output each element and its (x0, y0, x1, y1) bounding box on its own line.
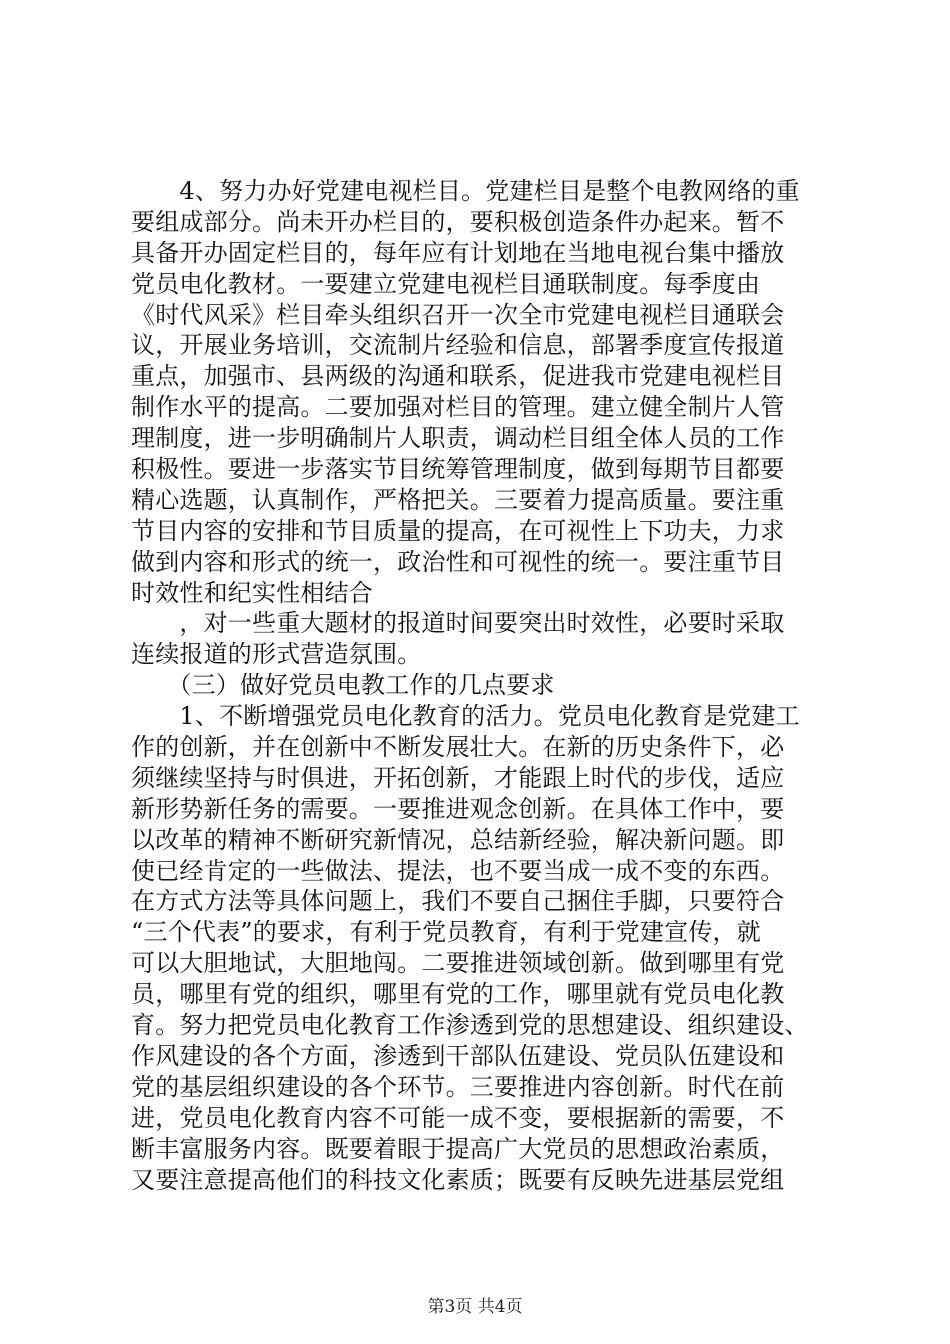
text-line: 精心选题，认真制作，严格把关。三要着力提高质量。要注重 (131, 485, 785, 514)
text-line: 使已经肯定的一些做法、提法，也不要当成一成不变的东西。 (131, 856, 785, 885)
text-line: “三个代表”的要求，有利于党员教育，有利于党建宣传，就 (131, 918, 761, 947)
text-line: 制作水平的提高。二要加强对栏目的管理。建立健全制片人管 (131, 393, 785, 422)
text-line: 进，党员电化教育内容不可能一成不变，要根据新的需要，不 (131, 1103, 785, 1132)
text-line: 又要注意提高他们的科技文化素质；既要有反映先进基层党组 (131, 1165, 785, 1194)
text-line: 理制度，进一步明确制片人职责，调动栏目组全体人员的工作 (131, 424, 785, 453)
text-line: ，对一些重大题材的报道时间要突出时效性，必要时采取 (131, 609, 785, 638)
text-line: 员，哪里有党的组织，哪里有党的工作，哪里就有党员电化教 (131, 980, 785, 1009)
text-line: 作风建设的各个方面，渗透到干部队伍建设、党员队伍建设和 (131, 1041, 785, 1070)
text-line: 4、努力办好党建电视栏目。党建栏目是整个电教网络的重 (131, 177, 800, 205)
text-line: 要组成部分。尚未开办栏目的，要积极创造条件办起来。暂不 (131, 207, 785, 236)
text-line: 可以大胆地试，大胆地闯。二要推进领域创新。做到哪里有党 (131, 949, 785, 978)
text-line: 新形势新任务的需要。一要推进观念创新。在具体工作中，要 (131, 794, 785, 823)
text-line: 作的创新，并在创新中不断发展壮大。在新的历史条件下，必 (131, 733, 785, 762)
text-line: 积极性。要进一步落实节目统筹管理制度，做到每期节目都要 (131, 455, 785, 484)
text-line: 育。努力把党员电化教育工作渗透到党的思想建设、组织建设、 (131, 1011, 809, 1040)
text-line: 节目内容的安排和节目质量的提高，在可视性上下功夫，力求 (131, 516, 785, 545)
text-line: 重点，加强市、县两级的沟通和联系，促进我市党建电视栏目 (131, 362, 785, 391)
text-line: 做到内容和形式的统一，政治性和可视性的统一。要注重节目 (131, 547, 785, 576)
body-text (131, 176, 831, 1195)
text-line: 连续报道的形式营造氛围。 (131, 640, 422, 669)
text-line: 时效性和纪实性相结合 (131, 578, 373, 607)
text-line: 1、不断增强党员电化教育的活力。党员电化教育是党建工 (131, 702, 800, 731)
text-line: 《时代风采》栏目牵头组织召开一次全市党建电视栏目通联会 (131, 300, 785, 329)
text-line: （三）做好党员电教工作的几点要求 (131, 671, 555, 700)
text-line: 在方式方法等具体问题上，我们不要自己捆住手脚，只要符合 (131, 887, 785, 916)
text-line: 党的基层组织建设的各个环节。三要推进内容创新。时代在前 (131, 1072, 785, 1101)
page-footer: 第3页 共4页 (427, 1297, 523, 1317)
text-line: 党员电化教材。一要建立党建电视栏目通联制度。每季度由 (131, 269, 761, 298)
text-line: 以改革的精神不断研究新情况，总结新经验，解决新问题。即 (131, 825, 785, 854)
text-line: 断丰富服务内容。既要着眼于提高广大党员的思想政治素质， (131, 1134, 785, 1163)
text-line: 议，开展业务培训，交流制片经验和信息，部署季度宣传报道 (131, 331, 785, 360)
text-line: 须继续坚持与时俱进，开拓创新，才能跟上时代的步伐，适应 (131, 763, 785, 792)
text-line: 具备开办固定栏目的，每年应有计划地在当地电视台集中播放 (131, 238, 785, 267)
